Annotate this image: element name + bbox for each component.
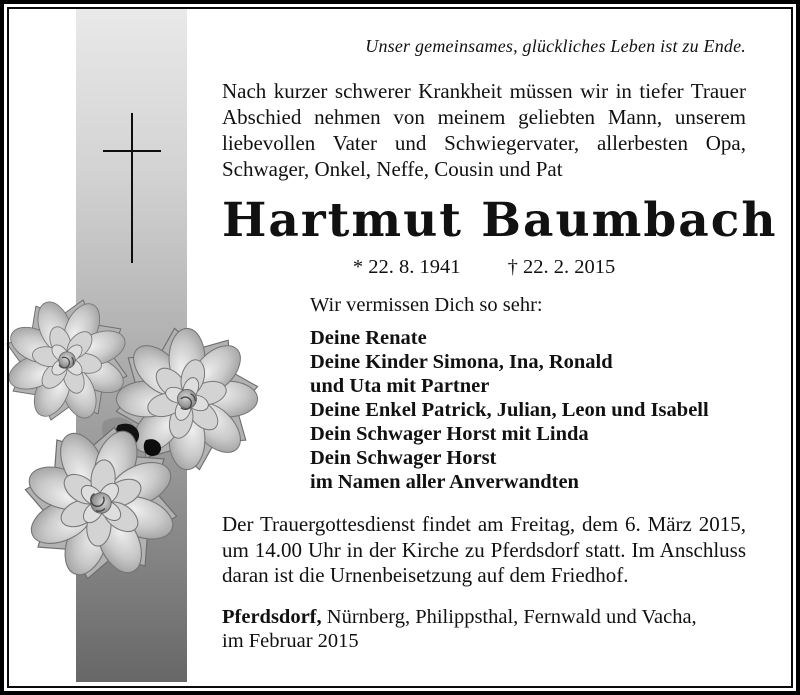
mourners-list (310, 326, 709, 494)
mourner-line: Dein Schwager Horst mit Linda (310, 423, 589, 445)
notice-card (4, 4, 796, 691)
mourner-line: und Uta mit Partner (310, 375, 490, 397)
mourner-line: Dein Schwager Horst (310, 447, 497, 469)
opening-paragraph: Nach kurzer schwerer Krankheit müssen wir in tiefer Trauer Abschied nehmen von meinem geliebten Mann, unserem liebevollen Vater und Schwiegervater, allerbesten Opa, Schwager, Onkel, Neffe, Cousin und Pat (222, 79, 746, 181)
life-dates (222, 256, 746, 279)
cross-horizontal-bar (103, 150, 161, 152)
notice-text-column (222, 4, 778, 691)
cross-vertical-bar (131, 113, 133, 263)
mourner-line: im Namen aller Anverwandten (310, 471, 579, 493)
city-others: Nürnberg, Philippsthal, Fernwald und Vacha, (326, 606, 697, 628)
missing-line: Wir vermissen Dich so sehr: (310, 294, 543, 316)
mourner-line: Deine Enkel Patrick, Julian, Leon und Isabell (310, 399, 709, 421)
mourner-line: Deine Kinder Simona, Ina, Ronald (310, 351, 613, 373)
date-line: im Februar 2015 (222, 630, 359, 652)
death-date: † 22. 2. 2015 (507, 256, 616, 278)
service-paragraph: Der Trauergottesdienst findet am Freitag, dem 6. März 2015, um 14.00 Uhr in der Kirche zu Pferdsdorf statt. Im Anschluss daran ist die Urnenbeisetzung auf dem Friedhof. (222, 512, 746, 587)
cities-line (222, 606, 746, 629)
epigraph: Unser gemeinsames, glückliches Leben ist zu Ende. (365, 36, 746, 56)
birth-date: * 22. 8. 1941 (352, 256, 461, 278)
mourner-line: Deine Renate (310, 327, 427, 349)
deceased-name: Hartmut Baumbach (222, 193, 778, 248)
city-primary: Pferdsdorf, (222, 606, 322, 628)
